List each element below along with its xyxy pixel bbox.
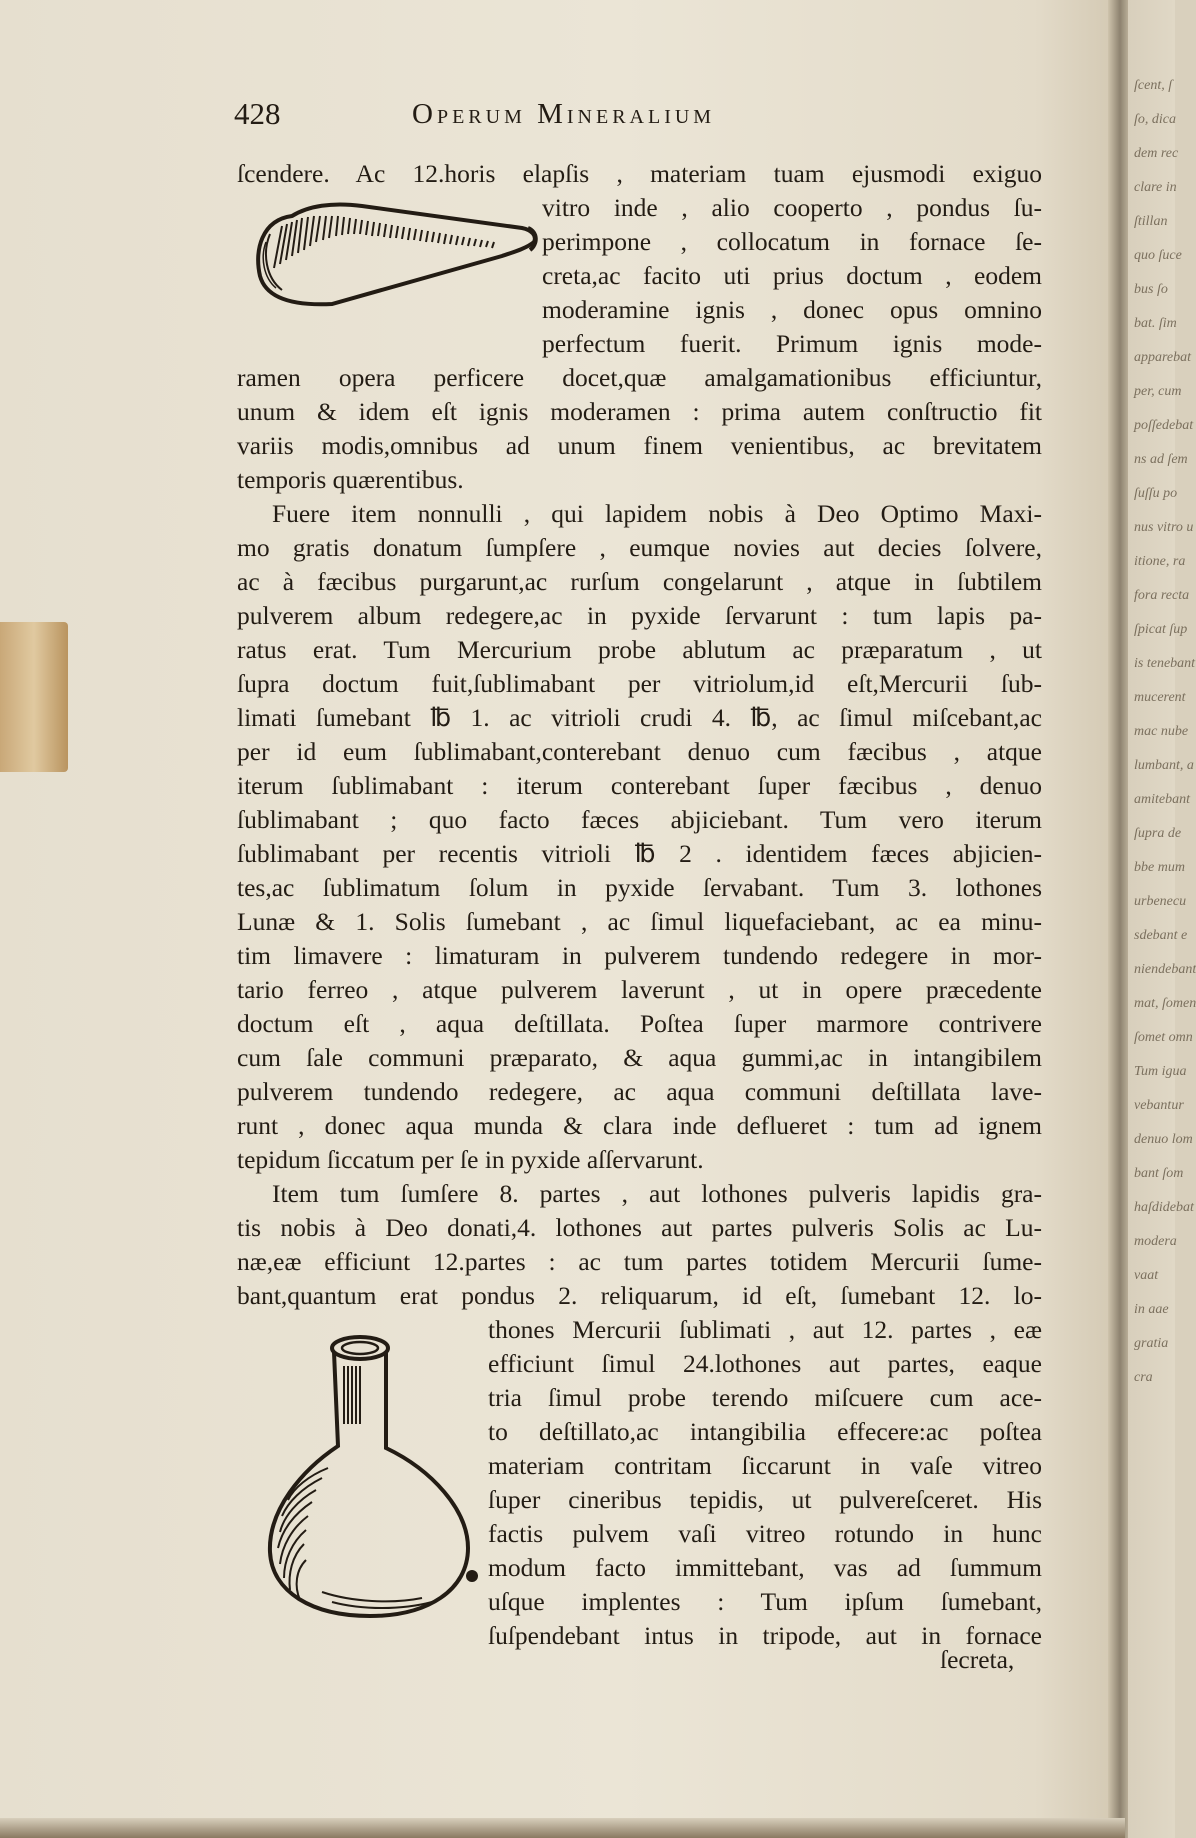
text-line: ac à fæcibus purgarunt,ac rurſum congelarunt , atque in ſubtilem <box>237 567 1042 596</box>
text-line: ſupra doctum fuit,ſublimabant per vitriolum,id eſt,Mercurii ſub- <box>237 669 1042 698</box>
facing-page-fragment: dem rec <box>1134 146 1179 161</box>
facing-page-fragment: bat. ſim <box>1134 316 1177 331</box>
facing-page-fragment: bus ſo <box>1134 282 1168 297</box>
text-line: perimpone , collocatum in fornace ſe- <box>542 227 1042 256</box>
text-line: iterum ſublimabant : iterum conterebant ſuper fæcibus , denuo <box>237 771 1042 800</box>
facing-page-fragment: mac nube <box>1134 724 1189 739</box>
text-line: creta,ac facito uti prius doctum , eodem <box>542 261 1042 290</box>
facing-page-fragment: nus vitro u <box>1134 520 1194 535</box>
text-line: ſublimabant per recentis vitrioli ℔ 2 . identidem fæces abjicien- <box>237 839 1042 868</box>
facing-page-fragment: modera <box>1134 1234 1177 1249</box>
facing-page-fragment: ſcent, ſ <box>1134 78 1173 93</box>
text-line: tria ſimul probe terendo miſcuere cum ace- <box>488 1383 1042 1412</box>
text-line: tes,ac ſublimatum ſolum in pyxide ſervabant. Tum 3. lothones <box>237 873 1042 902</box>
facing-page-fragment: vebantur <box>1134 1098 1184 1113</box>
page-number: 428 <box>234 96 281 131</box>
facing-page-fragment: ſomet omn <box>1134 1030 1193 1045</box>
facing-page-edge <box>1128 0 1196 1838</box>
text-line: temporis quærentibus. <box>237 465 464 494</box>
facing-page-fragment: mucerent <box>1134 690 1186 705</box>
facing-page-fragment: sdebant e <box>1134 928 1188 943</box>
page-bottom-edge <box>0 1818 1125 1838</box>
text-line: thones Mercurii ſublimati , aut 12. partes , eæ <box>488 1315 1042 1344</box>
text-line: næ,eæ efficiunt 12.partes : ac tum partes totidem Mercurii ſume- <box>237 1247 1042 1276</box>
text-line: runt , donec aqua munda & clara inde deflueret : tum ad ignem <box>237 1111 1042 1140</box>
facing-page-fragment: in aae <box>1134 1302 1169 1317</box>
text-line: pulverem album redegere,ac in pyxide ſervarunt : tum lapis pa- <box>237 601 1042 630</box>
facing-page-fragment: Tum igua <box>1134 1064 1187 1079</box>
text-line: factis pulvem vaſi vitreo rotundo in hunc <box>488 1519 1042 1548</box>
facing-page-fragment: gratia <box>1134 1336 1169 1351</box>
facing-page-fragment: ſtillan <box>1134 214 1168 229</box>
facing-page-fragment: ſupra de <box>1134 826 1182 841</box>
facing-page-fragment: clare in <box>1134 180 1177 195</box>
text-line: tim limavere : limaturam in pulverem tundendo redegere in mor- <box>237 941 1042 970</box>
facing-page-fragment: bant ſom <box>1134 1166 1184 1181</box>
text-line: uſque implentes : Tum ipſum ſumebant, <box>488 1587 1042 1616</box>
running-header <box>234 96 1044 140</box>
text-line: cum ſale communi præparato, & aqua gummi,ac in intangibilem <box>237 1043 1042 1072</box>
text-line: ramen opera perficere docet,quæ amalgamationibus efficiuntur, <box>237 363 1042 392</box>
facing-page-fragment: is tenebant <box>1134 656 1196 671</box>
round-flask-figure <box>262 1330 482 1630</box>
facing-page-fragment: ns ad ſem <box>1134 452 1188 467</box>
text-line: mo gratis donatum ſumpſere , eumque novies aut decies ſolvere, <box>237 533 1042 562</box>
text-line: pulverem tundendo redegere, ac aqua communi deſtillata lave- <box>237 1077 1042 1106</box>
facing-page-fragment: quo ſuce <box>1134 248 1182 263</box>
facing-page-fragment: vaat <box>1134 1268 1159 1283</box>
facing-page-fragment: niendebant <box>1134 962 1196 977</box>
catchword: ſecreta, <box>940 1645 1015 1674</box>
text-line: tario ferreo , atque pulverem laverunt , ut in opere præcedente <box>237 975 1042 1004</box>
facing-page-fragment: ſo, dica <box>1134 112 1176 127</box>
text-line: modum facto immittebant, vas ad ſummum <box>488 1553 1042 1582</box>
text-line: ſublimabant ; quo facto fæces abjiciebant. Tum vero iterum <box>237 805 1042 834</box>
text-line: efficiunt ſimul 24.lothones aut partes, eaque <box>488 1349 1042 1378</box>
facing-page-fragment: urbenecu <box>1134 894 1187 909</box>
facing-page-fragment: cra <box>1134 1370 1153 1385</box>
text-line: ſuſpendebant intus in tripode, aut in fornace <box>488 1621 1042 1650</box>
facing-page-fragment: denuo lom <box>1134 1132 1193 1147</box>
facing-page-fragment: itione, ra <box>1134 554 1186 569</box>
text-line: perfectum fuerit. Primum ignis mode- <box>542 329 1042 358</box>
facing-page-fragment: ſpicat ſup <box>1134 622 1188 637</box>
facing-page-fragment: bbe mum <box>1134 860 1185 875</box>
text-line: variis modis,omnibus ad unum finem venientibus, ac brevitatem <box>237 431 1042 460</box>
text-line: to deſtillato,ac intangibilia effecere:ac poſtea <box>488 1417 1042 1446</box>
facing-page-fragment: fora recta <box>1134 588 1190 603</box>
text-line: moderamine ignis , donec opus omnino <box>542 295 1042 324</box>
text-line: vitro inde , alio cooperto , pondus ſu- <box>542 193 1042 222</box>
text-line: materiam contritam ſiccarunt in vaſe vitreo <box>488 1451 1042 1480</box>
facing-page-fragment: apparebat <box>1134 350 1192 365</box>
text-line: tis nobis à Deo donati,4. lothones aut partes pulveris Solis ac Lu- <box>237 1213 1042 1242</box>
text-line: Fuere item nonnulli , qui lapidem nobis à Deo Optimo Maxi- <box>272 499 1042 528</box>
facing-page-fragment: per, cum <box>1134 384 1182 399</box>
running-title: Operum Mineralium <box>412 98 716 130</box>
text-line: ſcendere. Ac 12.horis elapſis , materiam tuam ejusmodi exiguo <box>237 159 1042 188</box>
text-line: ſuper cineribus tepidis, ut pulvereſceret. His <box>488 1485 1042 1514</box>
facing-page-fragment: poſſedebat <box>1134 418 1194 433</box>
facing-page-fragment: mat, ſomen <box>1134 996 1196 1011</box>
facing-page-fragment: lumbant, a <box>1134 758 1194 773</box>
text-line: Lunæ & 1. Solis ſumebant , ac ſimul liquefaciebant, ac ea minu- <box>237 907 1042 936</box>
text-line: bant,quantum erat pondus 2. reliquarum, id eſt, ſumebant 12. lo- <box>237 1281 1042 1310</box>
book-gutter <box>1108 0 1128 1838</box>
retort-vessel-figure <box>252 198 542 320</box>
text-line: Item tum ſumſere 8. partes , aut lothones pulveris lapidis gra- <box>272 1179 1042 1208</box>
facing-page-fragment: ſuſſu po <box>1134 486 1178 501</box>
facing-page-fragment: amitebant <box>1134 792 1190 807</box>
text-line: tepidum ſiccatum per ſe in pyxide aſſervarunt. <box>237 1145 704 1174</box>
text-line: per id eum ſublimabant,conterebant denuo cum fæcibus , atque <box>237 737 1042 766</box>
page-edge-tab <box>0 622 68 772</box>
text-line: limati ſumebant ℔ 1. ac vitrioli crudi 4. ℔, ac ſimul miſcebant,ac <box>237 703 1042 732</box>
text-line: unum & idem eſt ignis moderamen : prima autem conſtructio fit <box>237 397 1042 426</box>
text-line: ratus erat. Tum Mercurium probe ablutum ac præparatum , ut <box>237 635 1042 664</box>
facing-page-fragment: haſdidebat <box>1134 1200 1194 1215</box>
text-line: doctum eſt , aqua deſtillata. Poſtea ſuper marmore contrivere <box>237 1009 1042 1038</box>
